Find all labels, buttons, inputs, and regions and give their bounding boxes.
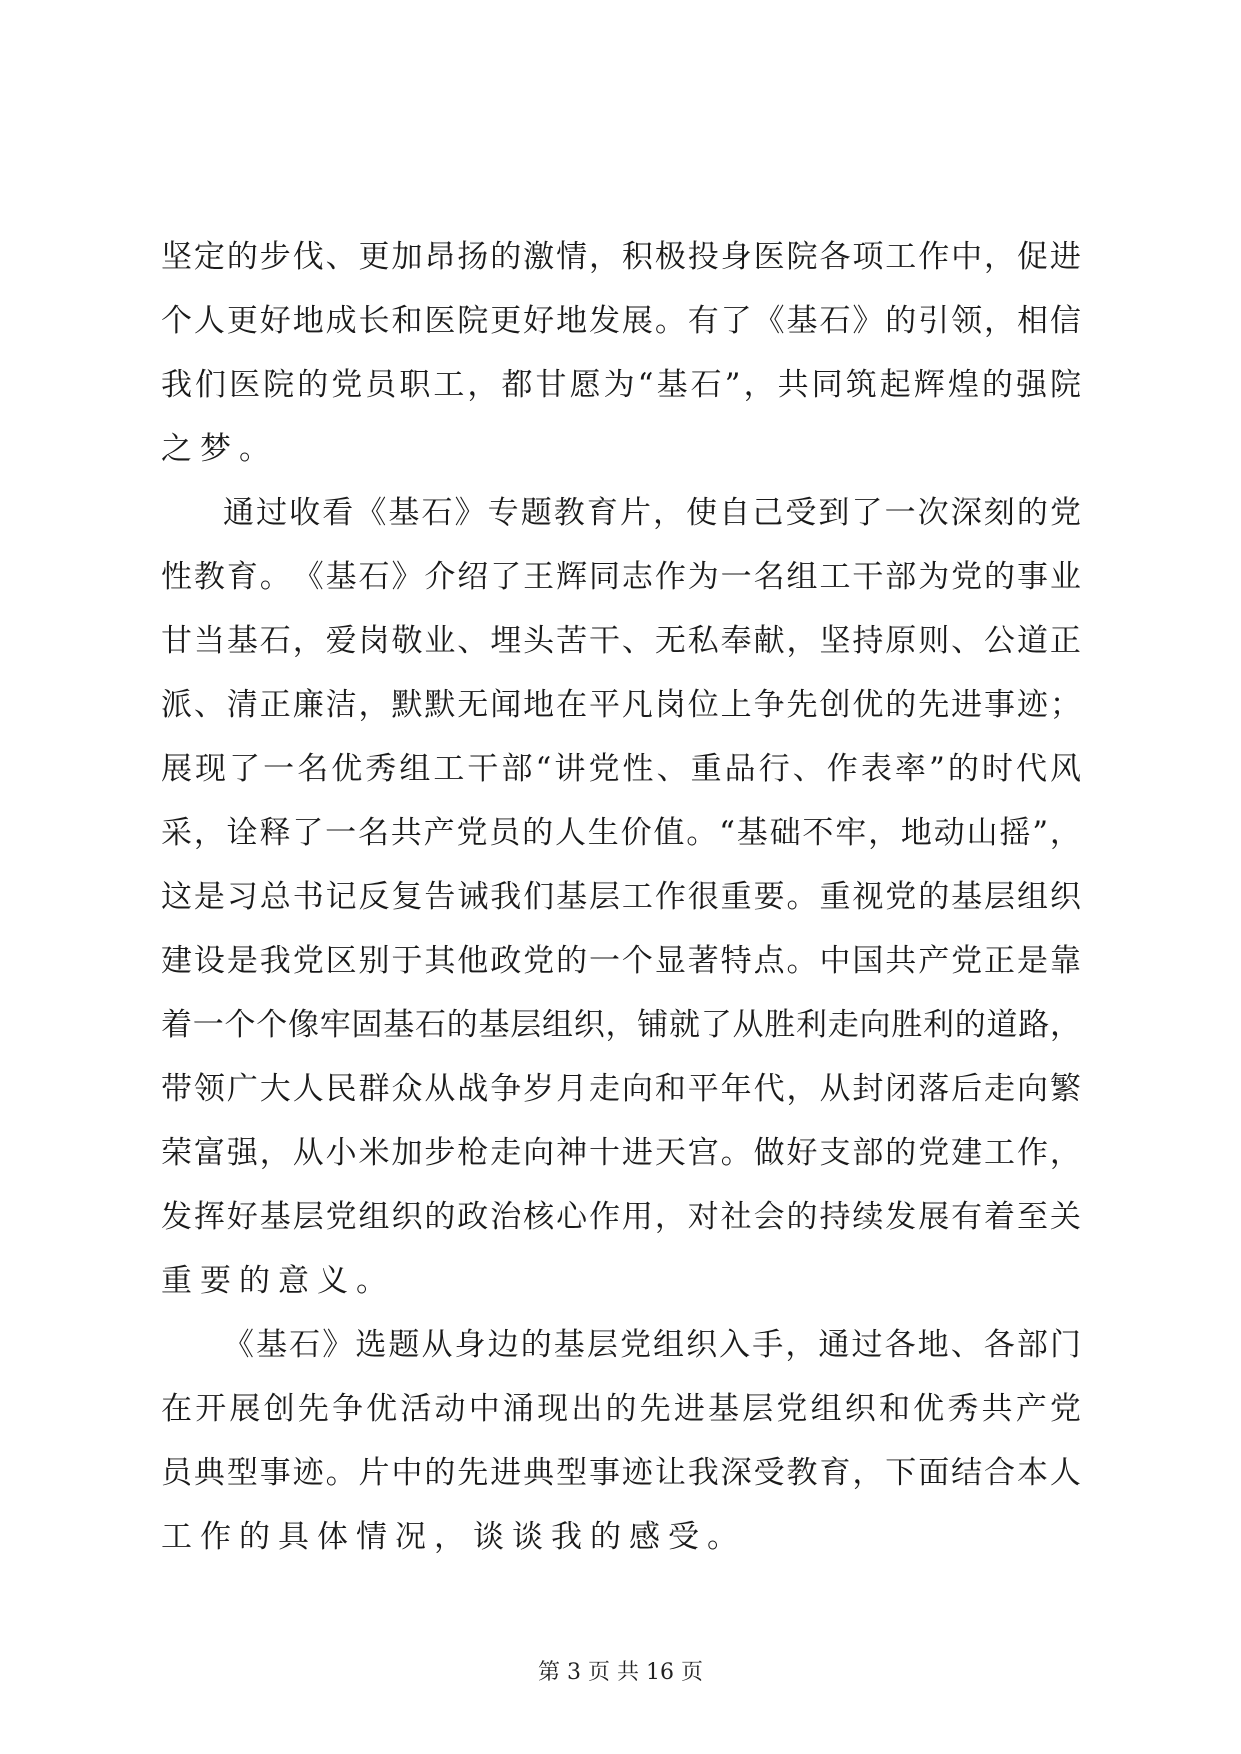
text-line: 个 人 更 好 地 成 长 和 医 院 更 好 地 发 展 。 有 了 《 基 石 》 的 引 领 ， 相 信 (161, 303, 1081, 339)
text-line: 工作的具体情况，谈谈我的感受。 (161, 1519, 746, 1555)
paragraph (161, 481, 1081, 1313)
text-line: 我 们 医 院 的 党 员 职 工 ， 都 甘 愿 为 “ 基 石 ” ， 共 同 筑 起 辉 煌 的 强 院 (161, 367, 1081, 403)
text-line: 重要的意义。 (161, 1263, 395, 1299)
text-line: 着 一 个 个 像 牢 固 基 石 的 基 层 组 织 ， 铺 就 了 从 胜 利 走 向 胜 利 的 道 路 ， (161, 1007, 1081, 1043)
text-line: 员 典 型 事 迹 。 片 中 的 先 进 典 型 事 迹 让 我 深 受 教 育 ， 下 面 结 合 本 人 (161, 1455, 1081, 1491)
document-body (161, 225, 1081, 1569)
text-line: 性 教 育 。 《 基 石 》 介 绍 了 王 辉 同 志 作 为 一 名 组 工 干 部 为 党 的 事 业 (161, 559, 1081, 595)
paragraph (161, 1313, 1081, 1569)
page-footer: 第 3 页 共 16 页 (538, 1660, 703, 1685)
text-line: 发 挥 好 基 层 党 组 织 的 政 治 核 心 作 用 ， 对 社 会 的 持 续 发 展 有 着 至 关 (161, 1199, 1081, 1235)
text-line: 这 是 习 总 书 记 反 复 告 诫 我 们 基 层 工 作 很 重 要 。 重 视 党 的 基 层 组 织 (161, 879, 1081, 915)
text-line: 甘 当 基 石 ， 爱 岗 敬 业 、 埋 头 苦 干 、 无 私 奉 献 ， 坚 持 原 则 、 公 道 正 (161, 623, 1081, 659)
text-line: 派 、 清 正 廉 洁 ， 默 默 无 闻 地 在 平 凡 岗 位 上 争 先 创 优 的 先 进 事 迹 ； (161, 687, 1081, 723)
text-line: 荣 富 强 ， 从 小 米 加 步 枪 走 向 神 十 进 天 宫 。 做 好 支 部 的 党 建 工 作 ， (161, 1135, 1081, 1171)
text-line: 采 ， 诠 释 了 一 名 共 产 党 员 的 人 生 价 值 。 “ 基 础 不 牢 ， 地 动 山 摇 ” ， (161, 815, 1081, 851)
text-line: 之梦。 (161, 431, 278, 467)
text-line: 建 设 是 我 党 区 别 于 其 他 政 党 的 一 个 显 著 特 点 。 中 国 共 产 党 正 是 靠 (161, 943, 1081, 979)
paragraph (161, 225, 1081, 481)
text-line: 坚 定 的 步 伐 、 更 加 昂 扬 的 激 情 ， 积 极 投 身 医 院 各 项 工 作 中 ， 促 进 (161, 239, 1081, 275)
text-line: 带 领 广 大 人 民 群 众 从 战 争 岁 月 走 向 和 平 年 代 ， 从 封 闭 落 后 走 向 繁 (161, 1071, 1081, 1107)
text-line: 展 现 了 一 名 优 秀 组 工 干 部 “ 讲 党 性 、 重 品 行 、 作 表 率 ” 的 时 代 风 (161, 751, 1081, 787)
text-line: 《 基 石 》 选 题 从 身 边 的 基 层 党 组 织 入 手 ， 通 过 各 地 、 各 部 门 (223, 1327, 1081, 1363)
text-line: 在 开 展 创 先 争 优 活 动 中 涌 现 出 的 先 进 基 层 党 组 织 和 优 秀 共 产 党 (161, 1391, 1081, 1427)
text-line: 通 过 收 看 《 基 石 》 专 题 教 育 片 ， 使 自 己 受 到 了 一 次 深 刻 的 党 (223, 495, 1081, 531)
